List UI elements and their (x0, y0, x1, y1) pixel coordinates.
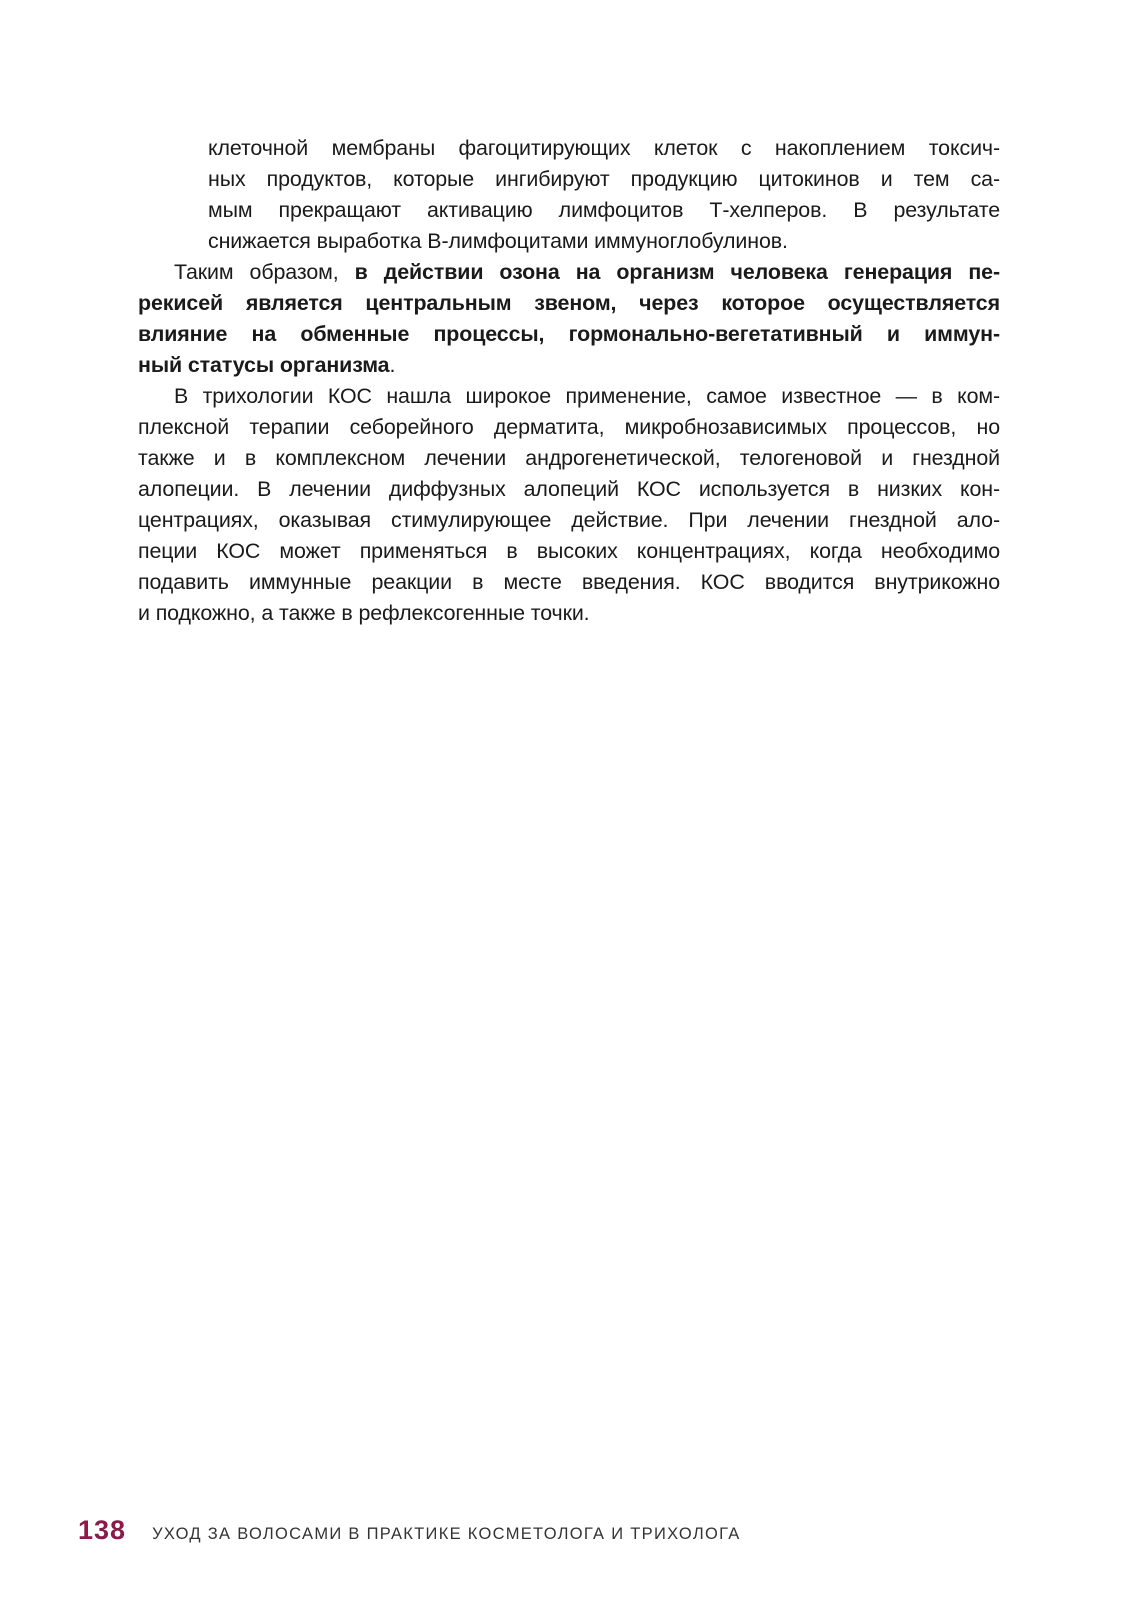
text-line: и подкожно, а также в рефлексогенные точки. (138, 601, 590, 625)
plain-text: Таким образом, (174, 260, 355, 284)
bold-text: ный статусы организма (138, 353, 390, 377)
text-line: плексной терапии себорейного дерматита, микробнозависимых процессов, но (138, 415, 1000, 439)
text-line: В трихологии КОС нашла широкое применение, самое известное — в ком- (174, 384, 1000, 408)
bold-text: в действии озона на организм человека генерация пе- (354, 260, 1000, 284)
running-title: УХОД ЗА ВОЛОСАМИ В ПРАКТИКЕ КОСМЕТОЛОГА И ТРИХОЛОГА (152, 1525, 741, 1543)
text-line: алопеции. В лечении диффузных алопеций КОС используется в низких кон- (138, 477, 1000, 501)
bold-text-line: влияние на обменные процессы, гормонально-вегетативный и иммун- (138, 322, 1000, 346)
plain-text: . (389, 353, 396, 377)
bold-text-line: рекисей является центральным звеном, через которое осуществляется (138, 291, 1000, 315)
page-number: 138 (78, 1515, 127, 1545)
text-line (138, 257, 1000, 288)
text-line: пеции КОС может применяться в высоких концентрациях, когда необходимо (138, 539, 1000, 563)
paragraph-continuation (208, 133, 1000, 257)
text-line: также и в комплексном лечении андрогенетической, телогеновой и гнездной (138, 446, 1000, 470)
text-line: ных продуктов, которые ингибируют продукцию цитокинов и тем са- (208, 167, 1000, 191)
text-line: подавить иммунные реакции в месте введения. КОС вводится внутрикожно (138, 570, 1000, 594)
paragraph-trichology (138, 381, 1000, 629)
text-line: снижается выработка В-лимфоцитами иммуноглобулинов. (208, 229, 788, 253)
text-line: центрациях, оказывая стимулирующее действие. При лечении гнездной ало- (138, 508, 1000, 532)
body-text (138, 133, 1000, 629)
text-line (138, 350, 1000, 381)
page-footer (78, 1515, 741, 1545)
text-line: мым прекращают активацию лимфоцитов Т-хелперов. В результате (208, 198, 1000, 222)
text-line: клеточной мембраны фагоцитирующих клеток с накоплением токсич- (208, 136, 1000, 160)
paragraph-conclusion (138, 257, 1000, 381)
